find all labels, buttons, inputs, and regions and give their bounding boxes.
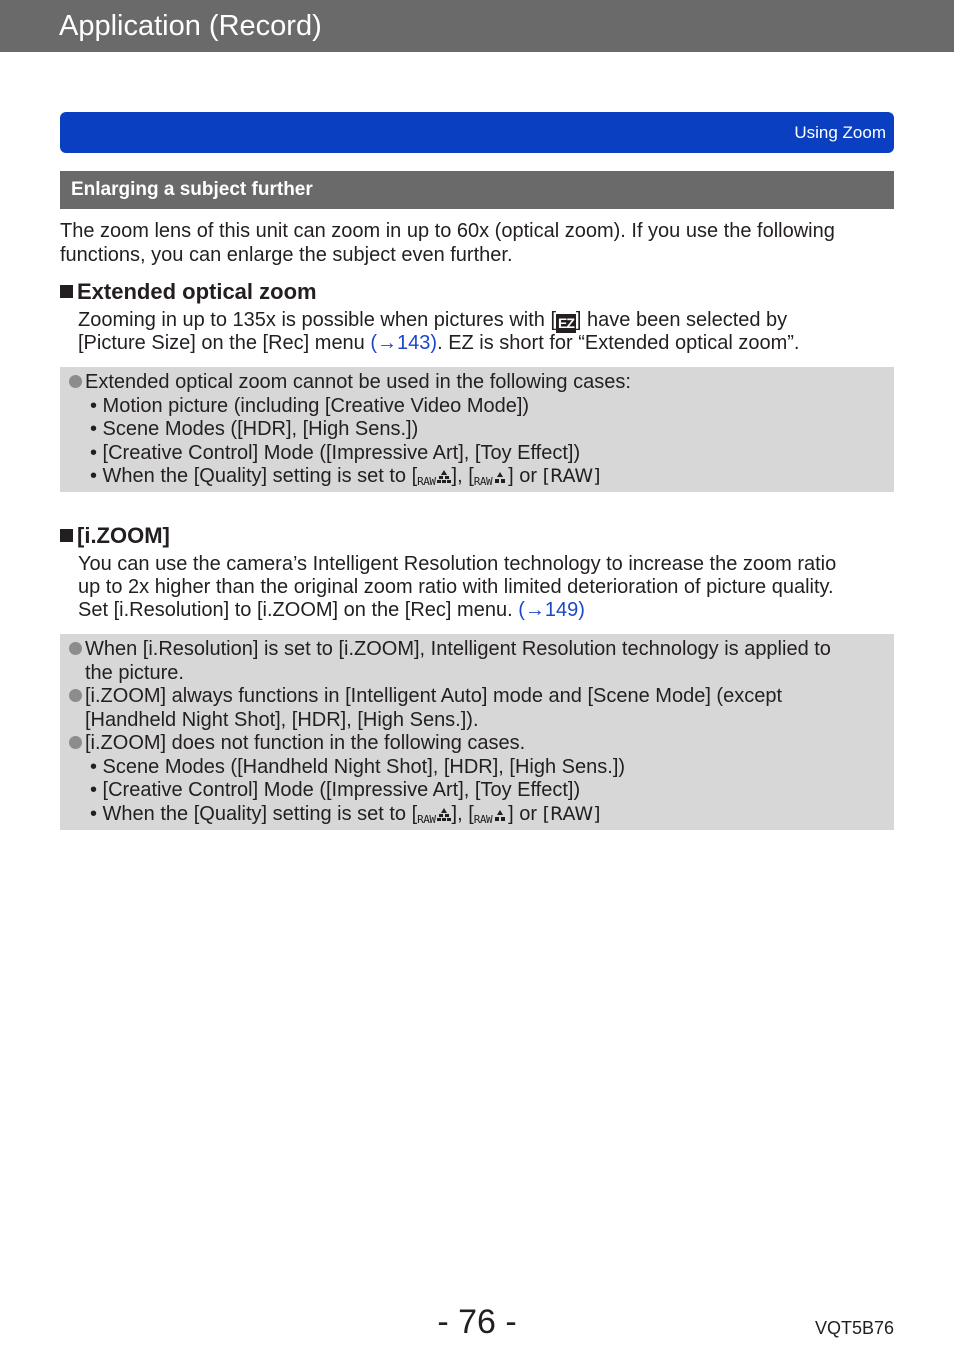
izoom-line-3 — [78, 599, 585, 623]
note1-item: • Scene Modes ([HDR], [High Sens.]) — [90, 418, 419, 440]
square-bullet-icon — [60, 285, 73, 298]
quality-separator: ], [ — [451, 465, 474, 487]
section-title-bar — [60, 171, 894, 209]
round-bullet-icon — [69, 736, 82, 749]
note2-item: • [Creative Control] Mode ([Impressive Art], [Toy Effect]) — [90, 779, 581, 801]
quality-separator: ], [ — [451, 803, 474, 825]
extended-zoom-line-1 — [78, 309, 787, 333]
note2-item: • Scene Modes ([Handheld Night Shot], [HDR], [High Sens.]) — [90, 756, 626, 778]
extended-zoom-line-2 — [78, 332, 799, 356]
note2-b3-text: [i.ZOOM] does not function in the following cases. — [85, 732, 526, 754]
raw-only-quality-icon: [RAW] — [542, 803, 601, 825]
izoom-line-2: up to 2x higher than the original zoom ratio with limited deterioration of picture quality. — [78, 576, 834, 598]
izoom-line3-pre: Set [i.Resolution] to [i.ZOOM] on the [Rec] menu. — [78, 599, 519, 621]
raw-standard-quality-icon — [474, 469, 508, 489]
izoom-note-box — [60, 634, 894, 830]
round-bullet-icon — [69, 689, 82, 702]
round-bullet-icon — [69, 642, 82, 655]
section-title: Enlarging a subject further — [71, 179, 313, 200]
topic-tab-label: Using Zoom — [794, 123, 886, 142]
quality-pre-text: • When the [Quality] setting is set to [ — [90, 465, 418, 487]
note2-b1-line1: When [i.Resolution] is set to [i.ZOOM], Intelligent Resolution technology is applied to — [85, 638, 831, 660]
topic-tab-bar — [60, 112, 894, 153]
page-header-title: Application (Record) — [59, 10, 322, 42]
header-bar — [0, 0, 954, 52]
note2-bullet-2 — [69, 685, 782, 709]
square-bullet-icon — [60, 529, 73, 542]
raw-standard-quality-icon — [474, 807, 508, 827]
page-number: - 76 - — [437, 1303, 517, 1341]
raw-small-label: RAW — [473, 475, 493, 488]
raw-only-quality-icon: [RAW] — [542, 465, 601, 487]
note1-quality-item — [90, 465, 601, 489]
quality-separator: ] or — [508, 803, 543, 825]
page-143-link[interactable]: (→143) — [370, 332, 438, 354]
raw-fine-quality-icon — [417, 807, 451, 827]
quality-pre-text: • When the [Quality] setting is set to [ — [90, 803, 418, 825]
extended-line2-post: . EZ is short for “Extended optical zoom”. — [437, 332, 800, 354]
quality-separator: ] or — [508, 465, 543, 487]
raw-small-label: RAW — [417, 813, 436, 826]
extended-zoom-note-box — [60, 367, 894, 492]
note2-quality-item — [90, 803, 601, 827]
raw-small-label: RAW — [417, 475, 436, 488]
extended-zoom-heading-text: Extended optical zoom — [77, 279, 317, 304]
page-149-link[interactable]: (→149) — [518, 599, 585, 621]
note2-bullet-1 — [69, 638, 831, 662]
note1-item: • Motion picture (including [Creative Video Mode]) — [90, 395, 530, 417]
note2-bullet-3 — [69, 732, 525, 756]
document-code: VQT5B76 — [814, 1318, 894, 1338]
izoom-heading — [60, 524, 170, 548]
note2-b2-line1: [i.ZOOM] always functions in [Intelligent Auto] mode and [Scene Mode] (except — [85, 685, 783, 707]
extended-line1-pre: Zooming in up to 135x is possible when pictures with [ — [78, 309, 557, 331]
note1-lead-text: Extended optical zoom cannot be used in the following cases: — [85, 371, 631, 393]
note1-lead — [69, 371, 631, 395]
raw-small-label: RAW — [473, 813, 493, 826]
intro-line-2: functions, you can enlarge the subject even further. — [60, 244, 513, 266]
extended-line1-post: ] have been selected by — [575, 309, 788, 331]
note2-b1-line2: the picture. — [85, 662, 184, 684]
raw-fine-quality-icon — [417, 469, 451, 489]
izoom-line-1: You can use the camera’s Intelligent Resolution technology to increase the zoom ratio — [78, 553, 837, 575]
note2-b2-line2: [Handheld Night Shot], [HDR], [High Sens.]). — [85, 709, 479, 731]
izoom-heading-text: [i.ZOOM] — [77, 523, 170, 548]
extended-zoom-heading — [60, 280, 317, 304]
round-bullet-icon — [69, 375, 82, 388]
intro-line-1: The zoom lens of this unit can zoom in up to 60x (optical zoom). If you use the following — [60, 220, 835, 242]
extended-line2-pre: [Picture Size] on the [Rec] menu — [78, 332, 371, 354]
note1-item: • [Creative Control] Mode ([Impressive Art], [Toy Effect]) — [90, 442, 581, 464]
ez-icon: EZ — [558, 315, 574, 331]
